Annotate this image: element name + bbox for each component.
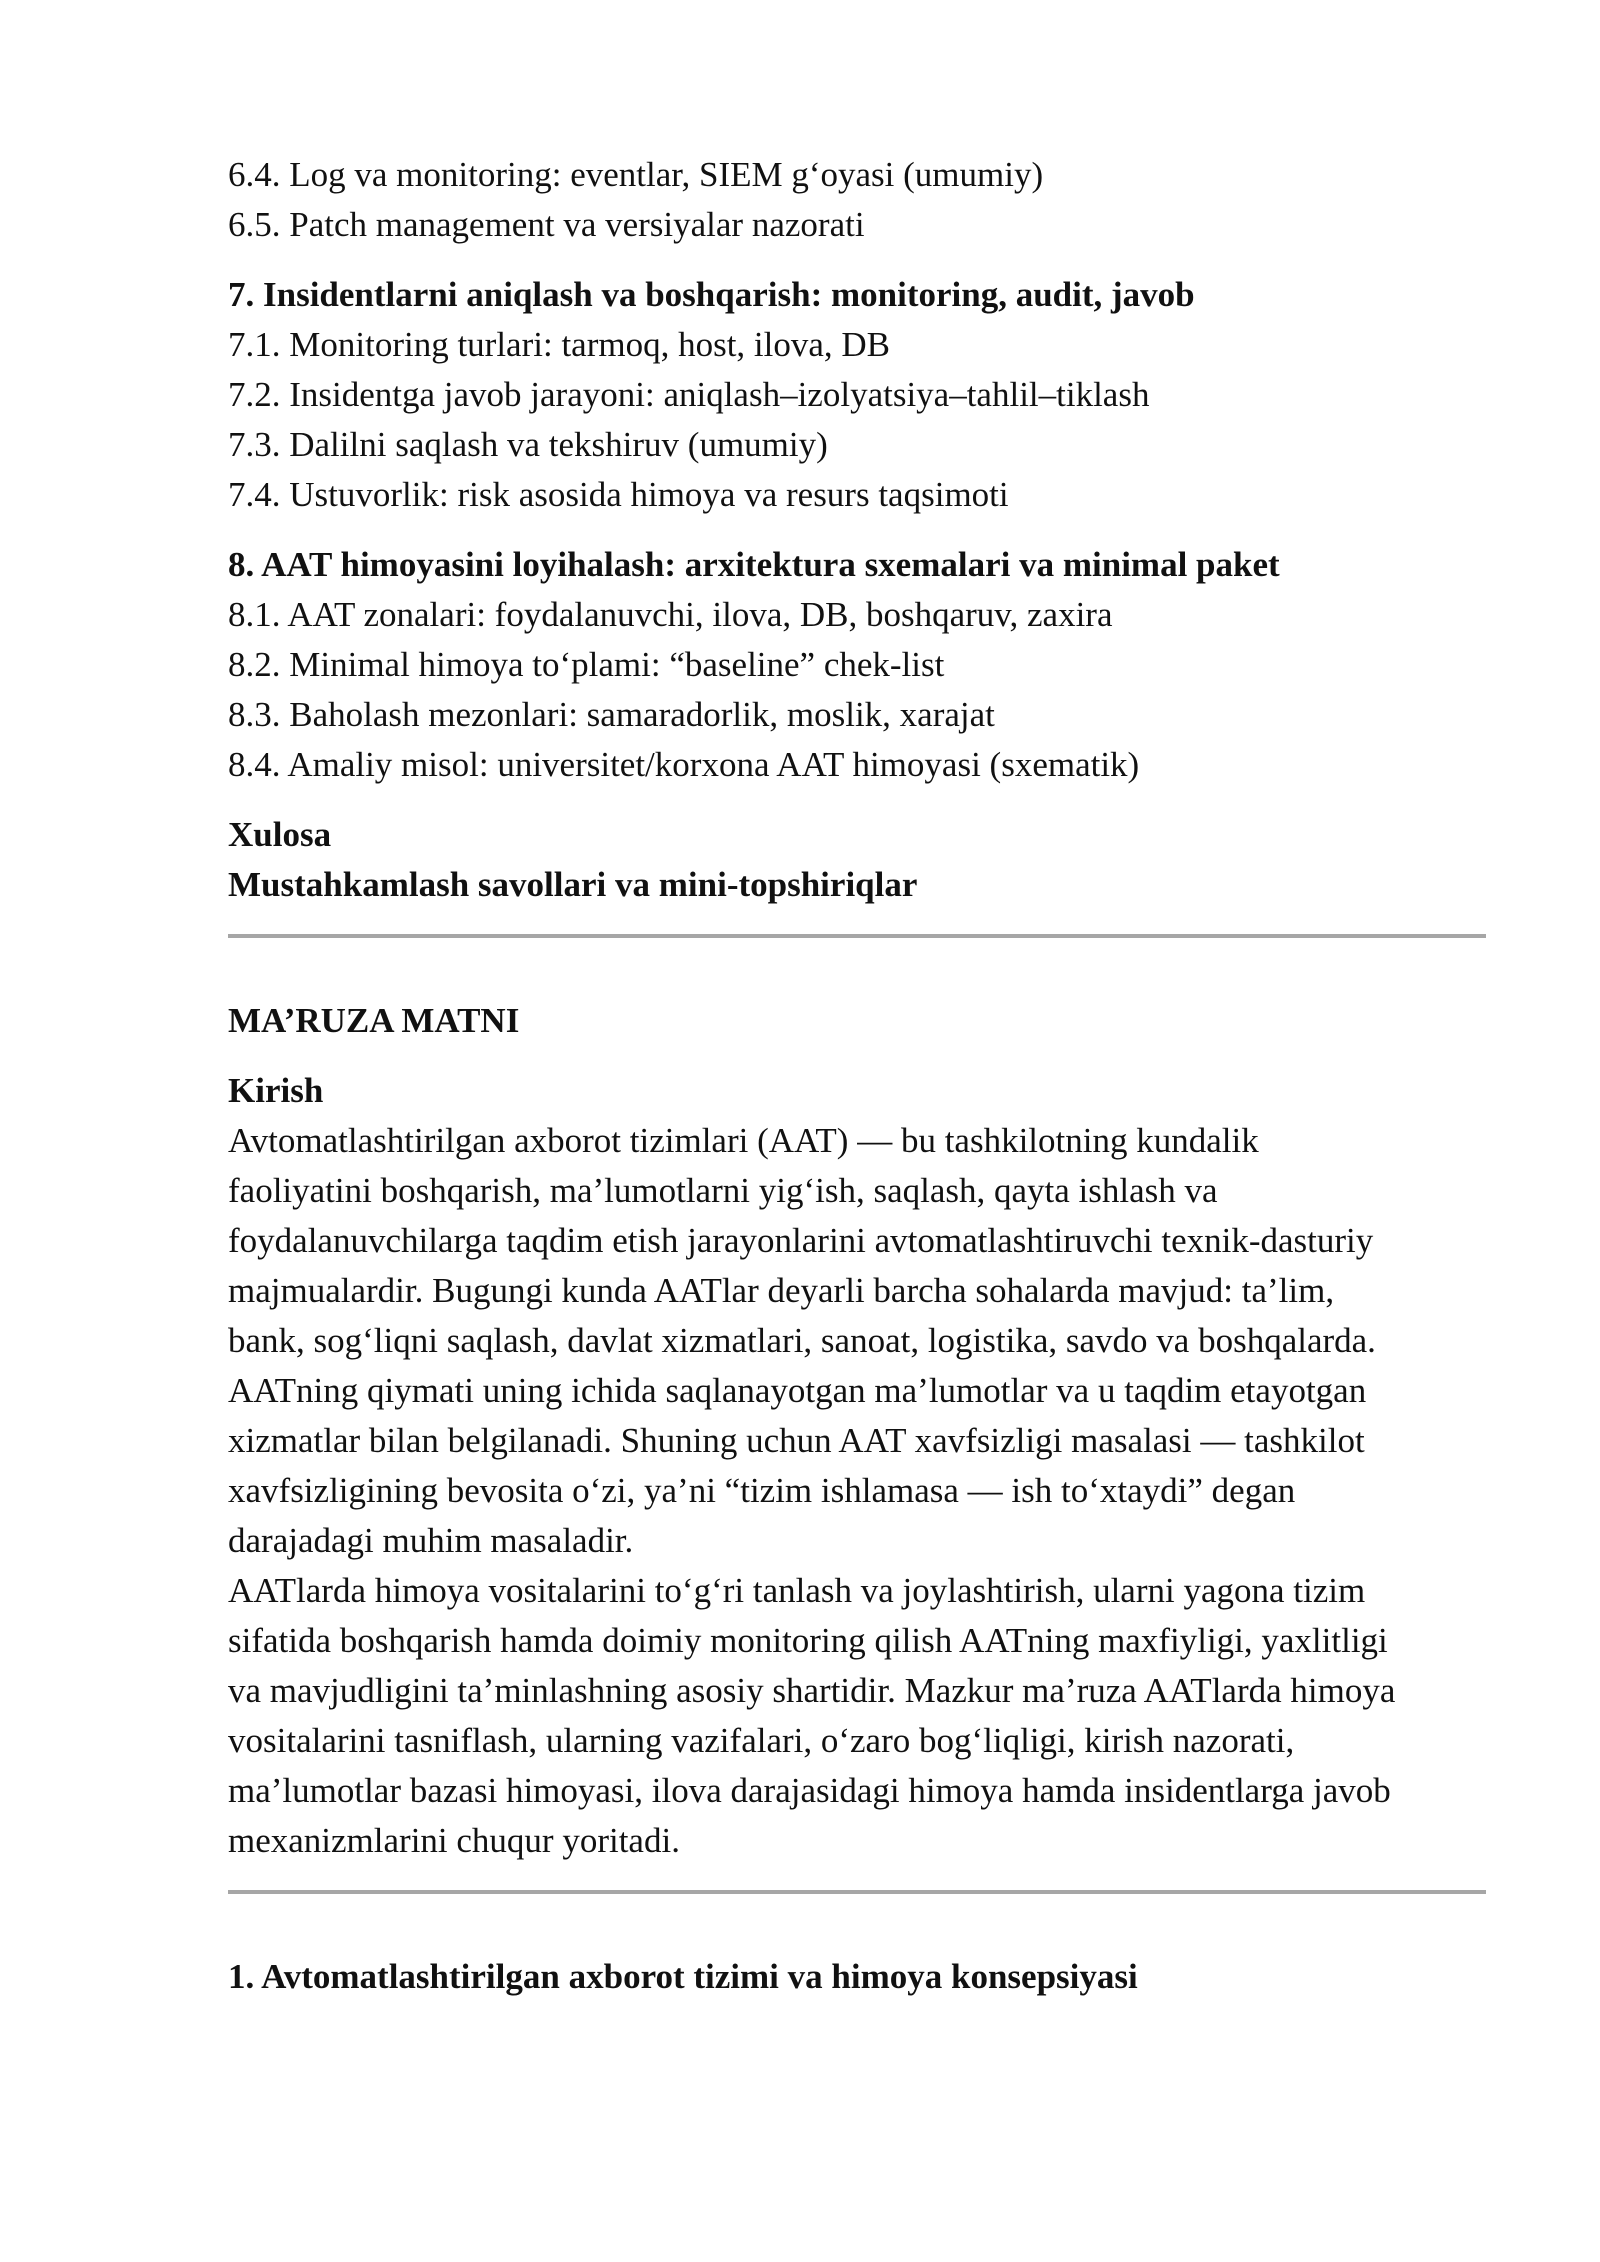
paragraph-line: AATlarda himoya vositalarini to‘g‘ri tanlash va joylashtirish, ularni yagona tizim [228, 1571, 1366, 1610]
paragraph-line: vositalarini tasniflash, ularning vazifalari, o‘zaro bog‘liqligi, kirish nazorati, [228, 1721, 1295, 1760]
toc-questions: Mustahkamlash savollari va mini-topshiriqlar [228, 865, 918, 904]
paragraph-line: faoliyatini boshqarish, ma’lumotlarni yig‘ish, saqlash, qayta ishlash va [228, 1171, 1218, 1210]
document-page [228, 150, 1486, 2002]
toc-item: 8.4. Amaliy misol: universitet/korxona AAT himoyasi (sxematik) [228, 745, 1140, 784]
toc-item: 6.4. Log va monitoring: eventlar, SIEM g‘oyasi (umumiy) [228, 155, 1044, 194]
horizontal-divider [228, 1890, 1486, 1894]
paragraph-line: va mavjudligini ta’minlashning asosiy shartidir. Mazkur ma’ruza AATlarda himoya [228, 1671, 1396, 1710]
section-1-title: 1. Avtomatlashtirilgan axborot tizimi va himoya konsepsiyasi [228, 1957, 1138, 1996]
intro-paragraph-1 [228, 1116, 1486, 1566]
intro-title: Kirish [228, 1071, 324, 1110]
toc-conclusion: Xulosa [228, 815, 332, 854]
paragraph-line: bank, sog‘liqni saqlash, davlat xizmatlari, sanoat, logistika, savdo va boshqalarda. [228, 1321, 1376, 1360]
toc-section-title: 7. Insidentlarni aniqlash va boshqarish: monitoring, audit, javob [228, 275, 1195, 314]
paragraph-line: AATning qiymati uning ichida saqlanayotgan ma’lumotlar va u taqdim etayotgan [228, 1371, 1367, 1410]
paragraph-line: darajadagi muhim masaladir. [228, 1521, 634, 1560]
toc-item: 6.5. Patch management va versiyalar nazorati [228, 205, 865, 244]
toc-item: 7.1. Monitoring turlari: tarmoq, host, ilova, DB [228, 325, 891, 364]
paragraph-line: ma’lumotlar bazasi himoyasi, ilova darajasidagi himoya hamda insidentlarga javob [228, 1771, 1391, 1810]
lecture-heading: MA’RUZA MATNI [228, 1001, 520, 1040]
paragraph-line: sifatida boshqarish hamda doimiy monitoring qilish AATning maxfiyligi, yaxlitligi [228, 1621, 1388, 1660]
paragraph-line: xizmatlar bilan belgilanadi. Shuning uchun AAT xavfsizligi masalasi — tashkilot [228, 1421, 1365, 1460]
toc-item: 7.4. Ustuvorlik: risk asosida himoya va resurs taqsimoti [228, 475, 1009, 514]
paragraph-line: Avtomatlashtirilgan axborot tizimlari (AAT) — bu tashkilotning kundalik [228, 1121, 1259, 1160]
paragraph-line: majmualardir. Bugungi kunda AATlar deyarli barcha sohalarda mavjud: ta’lim, [228, 1271, 1335, 1310]
toc-section-title: 8. AAT himoyasini loyihalash: arxitektura sxemalari va minimal paket [228, 545, 1280, 584]
paragraph-line: foydalanuvchilarga taqdim etish jarayonlarini avtomatlashtiruvchi texnik-dasturiy [228, 1221, 1374, 1260]
toc-item: 7.3. Dalilni saqlash va tekshiruv (umumiy) [228, 425, 828, 464]
paragraph-line: xavfsizligining bevosita o‘zi, ya’ni “tizim ishlamasa — ish to‘xtaydi” degan [228, 1471, 1296, 1510]
intro-paragraph-2 [228, 1566, 1486, 1866]
paragraph-line: mexanizmlarini chuqur yoritadi. [228, 1821, 680, 1860]
toc-item: 8.2. Minimal himoya to‘plami: “baseline” chek-list [228, 645, 945, 684]
horizontal-divider [228, 934, 1486, 938]
toc-item: 7.2. Insidentga javob jarayoni: aniqlash–izolyatsiya–tahlil–tiklash [228, 375, 1150, 414]
toc-item: 8.1. AAT zonalari: foydalanuvchi, ilova, DB, boshqaruv, zaxira [228, 595, 1113, 634]
toc-item: 8.3. Baholash mezonlari: samaradorlik, moslik, xarajat [228, 695, 995, 734]
